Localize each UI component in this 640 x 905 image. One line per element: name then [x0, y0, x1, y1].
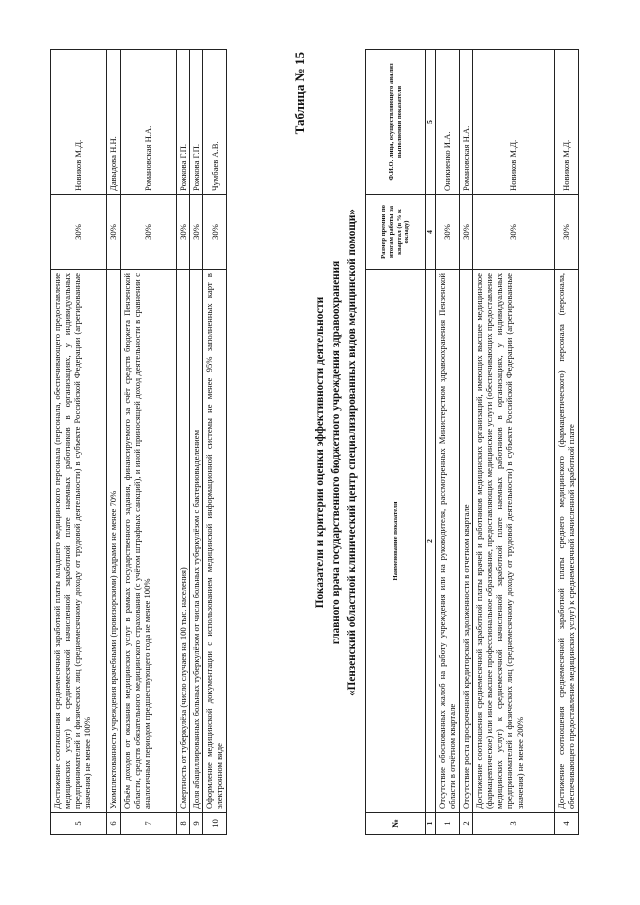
- table-row: [472, 50, 554, 835]
- bonus-percent: 30%: [554, 195, 578, 270]
- column-index-row: [426, 50, 436, 835]
- bonus-percent: 30%: [190, 195, 203, 270]
- bonus-percent: 30%: [472, 195, 554, 270]
- bonus-percent: 30%: [177, 195, 190, 270]
- row-number: 8: [177, 813, 190, 835]
- indicator-text: Достижение соотношения среднемесячной заработной платы врачей и работников медицинских организаций, имеющих высшее медицинское (фармацевтическое) или иное высшее профессиональное образование, предоставляющих медицинские услуги (обеспечивающих предоставление медицинских услуг) к среднемесячной начисленной заработной плате наемных работников в организациях, у индивидуальных предпринимателей и физических лиц (среднемесячному доходу от трудовой деятельности) в субъекте Российской Федерации (агрегированные значения) не менее 200%: [472, 270, 554, 813]
- indicator-text: Смертность от туберкулёза (число случаев на 100 тыс. населения): [177, 270, 190, 813]
- responsible-person: Оникиенко И.А.: [435, 50, 459, 195]
- continuation-table: [50, 49, 227, 835]
- row-number: 4: [554, 813, 578, 835]
- responsible-person: Новиков М.Д.: [554, 50, 578, 195]
- continuation-table-body: [51, 50, 227, 835]
- indicator-text: Объём доходов от оказания медицинских услуг в рамках государственного задания, финансируемого за счёт средств бюджета Пензенской области, средств обязательного медицинского страхования (с учётом штрафных санкций), и иной приносящей доход деятельности в сравнении с аналогичным периодом предшествующего года не менее 100%: [121, 270, 177, 813]
- bonus-percent: 30%: [435, 195, 459, 270]
- indicator-text: Достижение соотношения среднемесячной заработной платы младшего медицинского персонала (персонала, обеспечивающего предоставление медицинских услуг) к среднемесячной начисленной заработной плате наемных работников в организациях, у индивидуальных предпринимателей и физических лиц (среднемесячному доходу от трудовой деятельности) в субъекте Российской Федерации (агрегированные значения) не менее 100%: [51, 270, 107, 813]
- table-row: [51, 50, 107, 835]
- indicator-text: Доля абациллированных больных туберкулёзом от числа больных туберкулёзом с бактериовыделением: [190, 270, 203, 813]
- table-row: [554, 50, 578, 835]
- indicator-text: Укомплектованность учреждения врачебными (провизорскими) кадрами не менее 70%: [107, 270, 121, 813]
- table-row: [107, 50, 121, 835]
- row-number: 10: [203, 813, 227, 835]
- responsible-person: Рожкова Г.П.: [177, 50, 190, 195]
- row-number: 2: [459, 813, 472, 835]
- table-row: [177, 50, 190, 835]
- column-index: 5: [426, 50, 436, 195]
- row-number: 1: [435, 813, 459, 835]
- indicator-text: Оформление медицинской документации с использованием медицинской информационной системы не менее 95% заполненных карт в электронном виде: [203, 270, 227, 813]
- table-row: [203, 50, 227, 835]
- row-number: 7: [121, 813, 177, 835]
- row-number: 6: [107, 813, 121, 835]
- title-line-1: Показатели и критерии оценки эффективности деятельности: [314, 296, 326, 609]
- title-line-2: главного врача государственного бюджетного учреждения здравоохранения: [330, 260, 342, 645]
- responsible-person: Новиков М.Д.: [472, 50, 554, 195]
- responsible-person: Новиков М.Д.: [51, 50, 107, 195]
- responsible-person: Чумбаев А.В.: [203, 50, 227, 195]
- indicators-table: [365, 49, 579, 835]
- column-index: 4: [426, 195, 436, 270]
- table-number: Таблица № 15: [292, 52, 307, 135]
- row-number: 9: [190, 813, 203, 835]
- table-row: [459, 50, 472, 835]
- indicator-text: Достижение соотношения среднемесячной заработной платы среднего медицинского (фармацевтического) персонала (персонала, обеспечивающего предоставление медицинских услуг) к среднемесячной начисленной заработной плате: [554, 270, 578, 813]
- header-number: №: [366, 813, 426, 835]
- indicator-text: Отсутствие обоснованных жалоб на работу учреждения или на руководителя, рассмотренных Министерством здравоохранения Пензенской области в отчётном квартале: [435, 270, 459, 813]
- header-responsible-person: Ф.И.О. лица, осуществляющего анализ выполнения показателя: [366, 50, 426, 195]
- header-row: [366, 50, 426, 835]
- header-indicator-name: Наименование показателя: [366, 270, 426, 813]
- bonus-percent: 30%: [51, 195, 107, 270]
- bonus-percent: 30%: [107, 195, 121, 270]
- header-bonus-size: Размер премии по итогам работы за квартал (в % к окладу): [366, 195, 426, 270]
- responsible-person: Романовская Н.А.: [459, 50, 472, 195]
- column-index: 1: [426, 813, 436, 835]
- table-row: [190, 50, 203, 835]
- responsible-person: Рожкова Г.П.: [190, 50, 203, 195]
- responsible-person: Романовская Н.А.: [121, 50, 177, 195]
- table-row: [121, 50, 177, 835]
- column-index: 2: [426, 270, 436, 813]
- indicator-text: Отсутствие роста просроченной кредиторской задолженности в отчетном квартале: [459, 270, 472, 813]
- row-number: 3: [472, 813, 554, 835]
- title-line-3: «Пензенский областной клинический центр специализированных видов медицинской помощи»: [346, 209, 358, 696]
- bonus-percent: 30%: [203, 195, 227, 270]
- bonus-percent: 30%: [459, 195, 472, 270]
- row-number: 5: [51, 813, 107, 835]
- table-row: [435, 50, 459, 835]
- responsible-person: Давыдова Н.Н.: [107, 50, 121, 195]
- bonus-percent: 30%: [121, 195, 177, 270]
